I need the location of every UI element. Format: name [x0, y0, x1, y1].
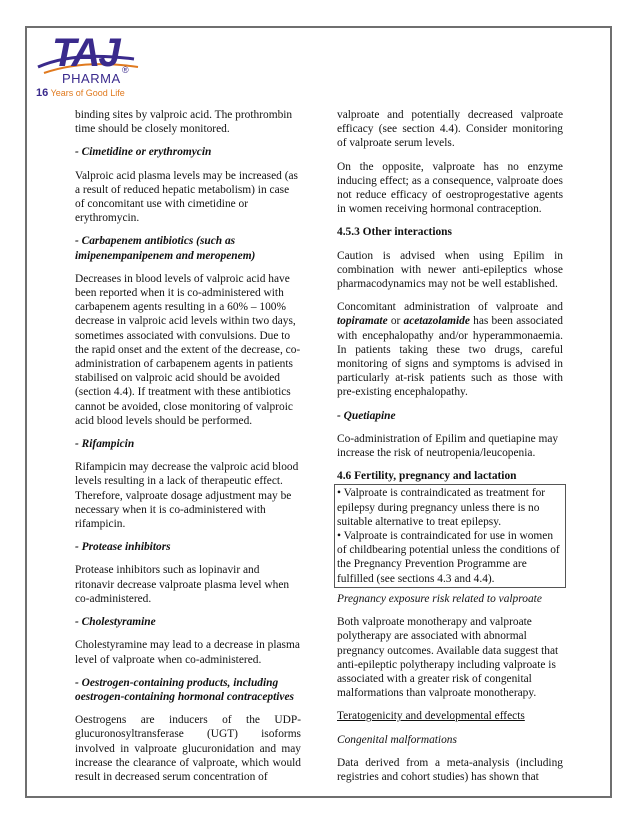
- paragraph-carbapenem: Decreases in blood levels of valproic acid have been reported when it is co-administered with carbapenem agents resulting in a 60% – 100% decrease in valproic acid levels within two days, sometimes associated with convulsions. Due to the rapid onset and the extent of the decrease, co-administration of carbapenem agents in patients stabilised on valproic acid should be avoided (section 4.4). If treatment with these antibiotics cannot be avoided, close monitoring of valproic acid blood levels should be performed.: [75, 272, 301, 427]
- paragraph-rifampicin: Rifampicin may decrease the valproic acid blood levels resulting in a lack of therapeutic effect. Therefore, valproate dosage adjustment may be necessary when it is co-administered with rifampicin.: [75, 461, 299, 531]
- paragraph-cimetidine: Valproic acid plasma levels may be increased (as a result of reduced hepatic metabolism) in case of concomitant use with cimetidine or erythromycin.: [75, 169, 298, 225]
- paragraph-cholestyramine: Cholestyramine may lead to a decrease in plasma level of valproate when co-administered.: [75, 639, 300, 666]
- paragraph: binding sites by valproic acid. The prothrombin time should be closely monitored.: [75, 109, 293, 136]
- paragraph-quetiapine: Co-administration of Epilim and quetiapine may increase the risk of neutropenia/leucopenia.: [337, 432, 559, 460]
- subheading-cholestyramine: - Cholestyramine: [75, 616, 156, 629]
- left-column: [75, 108, 301, 793]
- logo-registered: ®: [122, 65, 129, 75]
- paragraph: valproate and potentially decreased valproate efficacy (see section 4.4). Consider monitoring of valproate serum levels.: [337, 109, 563, 150]
- section-heading-fertility: 4.6 Fertility, pregnancy and lactation: [337, 470, 517, 483]
- logo-sub: PHARMA: [62, 71, 121, 86]
- subheading-quetiapine: - Quetiapine: [337, 409, 396, 422]
- section-heading-other-interactions: 4.5.3 Other interactions: [337, 226, 452, 239]
- drug-name-acetazolamide: acetazolamide: [403, 315, 470, 328]
- warning-item: • Valproate is contraindicated as treatment for epilepsy during pregnancy unless there is no suitable alternative to treat epilepsy.: [337, 487, 546, 528]
- paragraph-topiramate: [337, 300, 563, 399]
- right-column: [337, 108, 563, 793]
- subheading-exposure: Pregnancy exposure risk related to valproate: [337, 592, 542, 605]
- text-run: or: [387, 315, 404, 328]
- paragraph-oestrogen: Oestrogens are inducers of the UDP-glucuronosyltransferase (UGT) isoforms involved in valproate glucuronidation and may increase the clearance of valproate, which would result in decreased serum concentration of: [75, 714, 301, 783]
- subheading-cimetidine: - Cimetidine or erythromycin: [75, 146, 212, 159]
- paragraph-protease: Protease inhibitors such as lopinavir and ritonavir decrease valproate plasma level when co-administered.: [75, 564, 290, 605]
- paragraph: On the opposite, valproate has no enzyme inducing effect; as a consequence, valproate does not reduce efficacy of oestroprogestative agents in women receiving hormonal contraception.: [337, 160, 563, 216]
- logo-tagline-text: Years of Good Life: [48, 88, 125, 98]
- subheading-protease: - Protease inhibitors: [75, 541, 171, 554]
- subheading-congenital: Congenital malformations: [337, 733, 457, 746]
- drug-name-topiramate: topiramate: [337, 315, 388, 328]
- paragraph-meta-analysis: Data derived from a meta-analysis (including registries and cohort studies) has shown that: [337, 756, 563, 783]
- subheading-oestrogen: - Oestrogen-containing products, including oestrogen-containing hormonal contraceptives: [75, 676, 294, 703]
- subheading-rifampicin: - Rifampicin: [75, 438, 135, 451]
- logo-tagline-number: 16: [36, 87, 49, 99]
- text-run: Concomitant administration of valproate and: [337, 301, 563, 314]
- text-run: has been associated with encephalopathy and/or hyperammonaemia. In patients taking these two drugs, careful monitoring of signs and symptoms is advised in particularly at-risk patients such as those with pre-existing encephalopathy.: [337, 315, 563, 399]
- subheading-teratogenicity: Teratogenicity and developmental effects: [337, 710, 525, 723]
- paragraph-exposure: Both valproate monotherapy and valproate polytherapy are associated with abnormal pregnancy outcomes. Available data suggest that anti-epileptic polytherapy including valproate is associated with a greater risk of congenital malformations than valproate monotherapy.: [337, 616, 559, 700]
- paragraph-other-interactions: Caution is advised when using Epilim in combination with newer anti-epileptics whose pharmacodynamics may not be well established.: [337, 249, 563, 291]
- taj-pharma-logo: [34, 31, 144, 100]
- logo-brand: TAJ: [52, 31, 119, 75]
- warning-box: [334, 484, 566, 587]
- warning-item: • Valproate is contraindicated for use in women of childbearing potential unless the conditions of the Pregnancy Prevention Programme are fulfilled (see sections 4.3 and 4.4).: [337, 530, 560, 585]
- subheading-carbapenem: - Carbapenem antibiotics (such as imipenempanipenem and meropenem): [75, 235, 256, 262]
- logo-tagline: [36, 87, 125, 99]
